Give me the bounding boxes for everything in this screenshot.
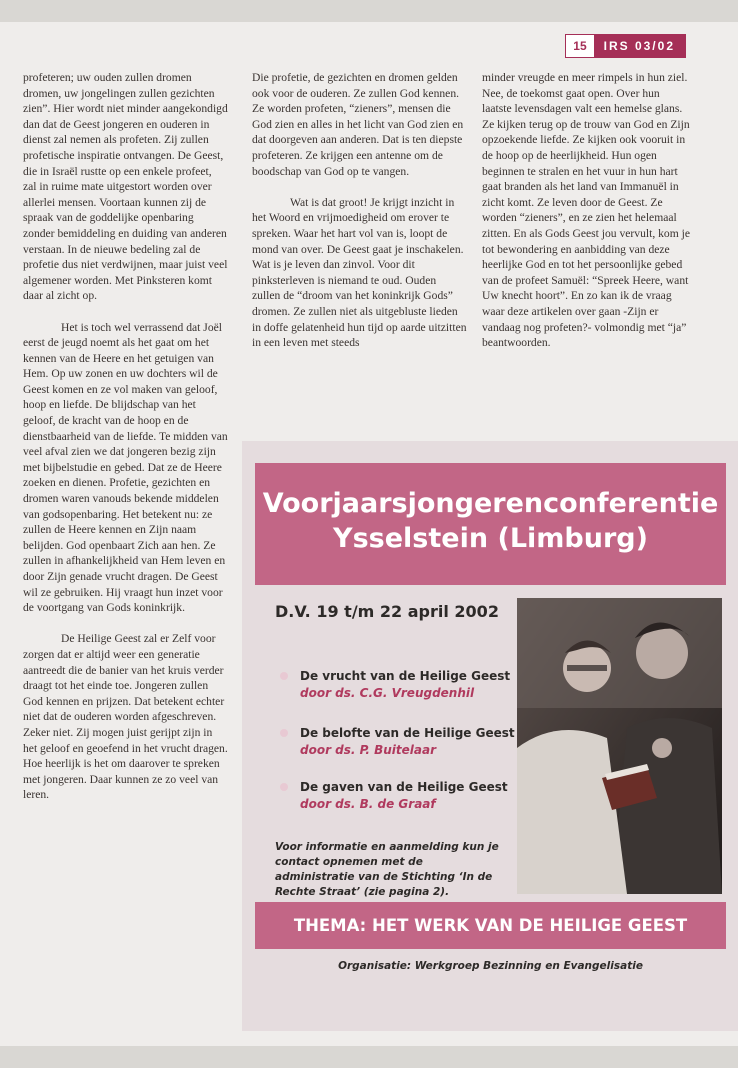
- young-men-with-bible-photo: [517, 598, 722, 894]
- page-number: 15: [566, 35, 593, 57]
- lecture-item: [280, 725, 515, 759]
- paragraph: Wat is dat groot! Je krijgt inzicht in het Woord en vrijmoedigheid om erover te spreken. Waar het hart vol van is, loopt de mond van over. De Geest gaat je inschakelen. Wat is je leven dan zinvol. Voor dit pinksterleven is niemand te oud. Ouden zullen de “droom van het koninkrijk Gods” dromen. Ze zullen niet als uitgebluste lieden in doffe gelatenheid hun tijd op aarde uitzitten in een leven met steeds: [252, 195, 467, 350]
- conference-date: D.V. 19 t/m 22 april 2002: [275, 602, 499, 621]
- paragraph: minder vreugde en meer rimpels in hun ziel. Nee, de toekomst gaat open. Over hun laatste levensdagen valt een hemelse glans. Ze kijken terug op de trouw van God en Zijn opzoekende liefde. Ze kijken ook vooruit in de hoop op de heerlijkheid. Hun ogen beginnen te stralen en het vuur in hun hart gaat branden als het land van Immanuël in zicht komt. Ze leven door de Geest. Ze worden “zieners”, en ze zien het helemaal zitten. En als Gods Geest jou vervult, kom je tot bewondering en aanbidding van deze heerlijke God en tot het persoonlijke gebed van de profeet Samuël: “Spreek Heere, want Uw knecht hoort”. En zo kan ik de vraag waar deze artikelen over gaan -Zijn er vandaag nog profeten?- volmondig met “ja” beantwoorden.: [482, 71, 691, 350]
- lecture-speaker: door ds. P. Buitelaar: [300, 743, 436, 757]
- article-column-3: [482, 70, 692, 366]
- bullet-icon: [280, 783, 288, 791]
- paragraph: profeteren; uw ouden zullen dromen dromen, uw jongelingen zullen gezichten zien”. Hier wordt niet minder aangekondigd dan dat de Geest jongeren en ouderen in dienst zal nemen als profeten. Zij zullen profetische inspiratie ontvangen. De Geest, die in Israël rustte op een enkele profeet, zal in ruime mate uitgestort worden over allerlei mensen. Voortaan kunnen zij de spraak van de goddelijke openbaring zonder bemiddeling en duiding van anderen verstaan. In de nieuwe bedeling zal de profetie dus niet verdwijnen, maar juist veel algemener worden. Met Pinksteren komt daar al zicht op.: [23, 71, 228, 303]
- conference-banner: [255, 463, 726, 585]
- magazine-title: IRS 03/02: [594, 35, 685, 57]
- bullet-icon: [280, 672, 288, 680]
- article-column-1: [23, 70, 228, 1015]
- registration-info: Voor informatie en aanmelding kun je contact opnemen met de administratie van de Stichting ‘In de Rechte Straat’ (zie pagina 2).: [275, 841, 499, 898]
- photo-illustration: [517, 598, 722, 894]
- lecture-title: De gaven van de Heilige Geest: [300, 780, 508, 794]
- organizer-line: Organisatie: Werkgroep Bezinning en Evangelisatie: [338, 960, 643, 972]
- page-header: [565, 34, 686, 58]
- lecture-title: De vrucht van de Heilige Geest: [300, 669, 511, 683]
- bullet-icon: [280, 729, 288, 737]
- paragraph: De Heilige Geest zal er Zelf voor zorgen dat er altijd weer een generatie aantreedt die de banier van het kruis verder draagt tot het einde toe. Jongeren zullen God kennen en prijzen. Dat betekent echter niet dat de ouderen worden afgeschreven. Zeker niet. Zij mogen juist gerijpt zijn in het geloof en geoefend in het vrucht dragen. Hoe heerlijk is het om daarover te spreken met jongeren. Daar kunnen ze zo veel van leren.: [23, 632, 228, 802]
- lecture-speaker: door ds. B. de Graaf: [300, 797, 436, 811]
- paragraph: Het is toch wel verrassend dat Joël eerst de jeugd noemt als het gaat om het kennen van de Heere en het getuigen van Hem. Op uw zonen en uw dochters wil de Geest komen en ze vol maken van geloof, hoop en liefde. De blijdschap van het geloof, de kracht van de hoop en de dienstbaarheid van de liefde. Te midden van veel afval zien we dat jongeren bezig zijn met bijbelstudie en gebed. Dat ze de Heere zoeken en dienen. Profetie, gezichten en dromen waren vanouds bekende middelen van godsopenbaring. Het betekent nu: ze zullen de Heere kennen en Zijn naam belijden. God openbaart Zich aan hen. Ze zullen in afhankelijkheid van Hem leven en door Zijn genade vrucht dragen. De Geest wil ze gebruiken. Hij vraagt hun inzet voor de voortgang van Gods koninkrijk.: [23, 320, 228, 615]
- conference-title: Voorjaarsjongerenconferentie: [262, 488, 719, 519]
- lecture-item: [280, 668, 510, 702]
- paragraph: Die profetie, de gezichten en dromen gelden ook voor de ouderen. Ze zullen God kennen. Ze worden profeten, “zieners”, mensen die God zien en alles in het licht van God zien en dat doorgeven aan anderen. Dat is ten diepste profeteren. Ze krijgen een antenne om de boodschap van God op te vangen.: [252, 71, 464, 178]
- conference-location: Ysselstein (Limburg): [333, 523, 648, 554]
- lecture-item: [280, 779, 508, 813]
- lecture-title: De belofte van de Heilige Geest: [300, 726, 515, 740]
- article-column-2: [252, 70, 467, 366]
- theme-banner: THEMA: HET WERK VAN DE HEILIGE GEEST: [255, 902, 726, 949]
- lecture-speaker: door ds. C.G. Vreugdenhil: [300, 686, 475, 700]
